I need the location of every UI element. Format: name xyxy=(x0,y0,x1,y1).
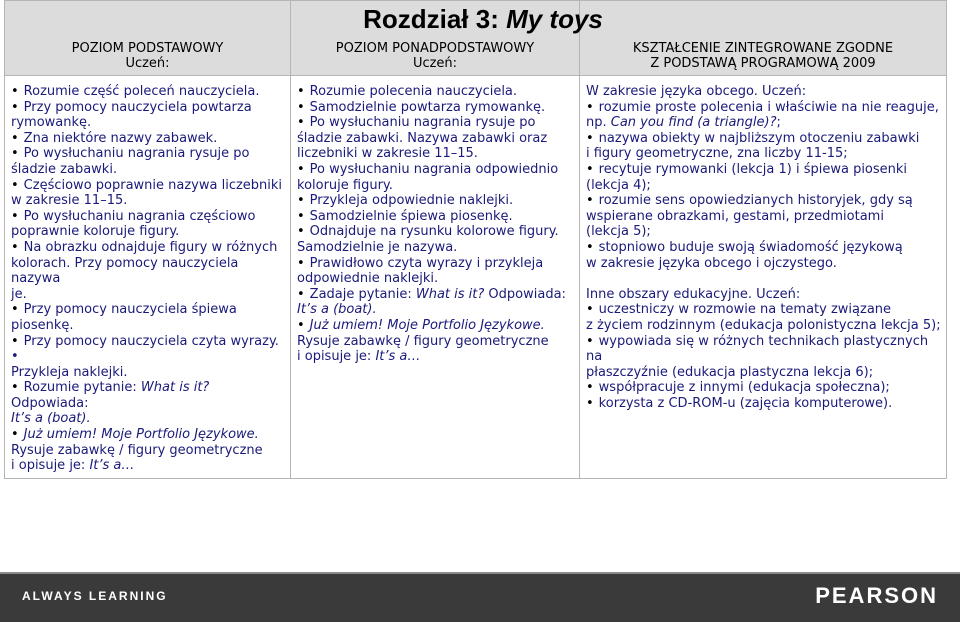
line-text: Rozumie część poleceń nauczyciela. xyxy=(23,84,260,99)
line-text: Inne obszary edukacyjne. Uczeń: xyxy=(586,286,801,302)
curriculum-table xyxy=(4,0,947,479)
line-text: Rysuje zabawkę / figury geometryczne xyxy=(11,442,263,458)
line-text: korzysta z CD-ROM-u (zajęcia komputerowe). xyxy=(598,395,893,411)
pearson-logo: PEARSON xyxy=(815,583,938,608)
line-text: W zakresie języka obcego. Uczeń: xyxy=(586,84,807,99)
text-line xyxy=(11,365,286,381)
text-line xyxy=(586,287,942,303)
bullet-item xyxy=(586,240,942,256)
bullet-item xyxy=(297,84,575,100)
line-text: (lekcja 5); xyxy=(586,224,651,240)
header-line: KSZTAŁCENIE ZINTEGROWANE ZGODNE xyxy=(632,41,894,56)
bullet-item xyxy=(11,146,286,162)
line-text: piosenkę. xyxy=(11,317,74,333)
header-line: POZIOM PODSTAWOWY xyxy=(71,41,224,56)
text-line xyxy=(297,349,575,365)
line-text: w zakresie 11–15. xyxy=(11,193,128,209)
text-line xyxy=(297,146,575,162)
line-text: Częściowo poprawnie nazywa liczebniki xyxy=(23,177,283,193)
bullet-item xyxy=(297,209,575,225)
text-line xyxy=(11,115,286,131)
text-line xyxy=(11,162,286,178)
line-italic: What is it? xyxy=(415,286,485,302)
text-line xyxy=(586,146,942,162)
bullet-item xyxy=(11,380,286,411)
bullet-item xyxy=(297,224,575,240)
line-text: Rozumie pytanie: xyxy=(23,380,141,396)
line-text: rozumie proste polecenia i właściwie na nie reaguje, xyxy=(598,99,939,115)
line-italic: It’s a (boat). xyxy=(11,411,91,427)
line-text: je. xyxy=(11,286,27,302)
line-italic: It’s a… xyxy=(375,349,421,365)
bullet-item xyxy=(11,240,286,256)
header-basic xyxy=(5,1,291,76)
line-italic: What is it? xyxy=(140,380,210,396)
content-row xyxy=(5,76,947,479)
line-text: i figury geometryczne, zna liczby 11-15; xyxy=(586,146,848,162)
bullet-item xyxy=(586,302,942,318)
column-basic xyxy=(5,76,291,479)
line-text: odpowiednie naklejki. xyxy=(297,271,439,287)
bullet-item xyxy=(297,256,575,272)
column-advanced xyxy=(291,76,580,479)
line-text: w zakresie języka obcego i ojczystego. xyxy=(586,255,837,271)
line-text: Przy pomocy nauczyciela czyta wyrazy. • xyxy=(11,333,279,365)
text-line xyxy=(297,334,575,350)
line-text: nazywa obiekty w najbliższym otoczeniu zabawki xyxy=(598,130,920,146)
line-text: śladzie zabawki. xyxy=(11,161,118,177)
line-text: stopniowo buduje swoją świadomość językową xyxy=(598,239,903,255)
line-text: Zadaje pytanie: xyxy=(309,286,416,302)
line-text: wypowiada się w różnych technikach plastycznych na xyxy=(586,333,929,365)
line-text: Przykleja naklejki. xyxy=(11,364,128,380)
bullet-item xyxy=(11,302,286,318)
text-line xyxy=(297,302,575,318)
line-text: Na obrazku odnajduje figury w różnych xyxy=(23,239,278,255)
header-line: Uczeń: xyxy=(125,56,170,71)
line-text: liczebniki w zakresie 11–15. xyxy=(297,146,478,162)
text-line xyxy=(586,256,942,272)
line-text: Samodzielnie powtarza rymowankę. xyxy=(309,99,546,115)
line-text: Odpowiada: xyxy=(484,286,566,302)
line-text: współpracuje z innymi (edukacja społeczna); xyxy=(598,380,890,396)
bullet-item xyxy=(586,100,942,116)
line-text: np. xyxy=(586,115,611,131)
line-text: kolorach. Przy pomocy nauczyciela nazywa xyxy=(11,255,239,287)
header-line: Uczeń: xyxy=(412,56,458,71)
bullet-item xyxy=(586,131,942,147)
line-text: uczestniczy w rozmowie na tematy związane xyxy=(598,302,892,318)
line-italic: Już umiem! Moje Portfolio Językowe. xyxy=(23,427,259,443)
text-line xyxy=(586,271,942,287)
text-line xyxy=(11,224,286,240)
text-line xyxy=(11,458,286,474)
bullet-item xyxy=(11,427,286,443)
line-text: rymowankę. xyxy=(11,115,92,131)
line-text: i opisuje je: xyxy=(11,458,90,474)
line-text: Odnajduje na rysunku kolorowe figury. xyxy=(309,224,559,240)
text-line xyxy=(586,178,942,194)
bullet-item xyxy=(297,115,575,131)
text-line xyxy=(11,193,286,209)
line-text: z życiem rodzinnym (edukacja polonistyczna lekcja 5); xyxy=(586,317,941,333)
text-line xyxy=(11,256,286,287)
column-integrated xyxy=(580,76,947,479)
text-line xyxy=(11,318,286,334)
line-italic: Can you find (a triangle)? xyxy=(610,115,777,131)
text-line xyxy=(586,365,942,381)
line-italic: It’s a (boat). xyxy=(297,302,377,318)
line-text: Zna niektóre nazwy zabawek. xyxy=(23,130,218,146)
bullet-item xyxy=(586,162,942,178)
text-line xyxy=(11,287,286,303)
line-text: płaszczyźnie (edukacja plastyczna lekcja 6); xyxy=(586,364,874,380)
text-line xyxy=(297,178,575,194)
line-text: Po wysłuchaniu nagrania częściowo xyxy=(23,208,256,224)
bullet-item xyxy=(297,100,575,116)
line-text: Samodzielnie śpiewa piosenkę. xyxy=(309,208,513,224)
line-text: Przy pomocy nauczyciela powtarza xyxy=(23,99,252,115)
header-line: Z PODSTAWĄ PROGRAMOWĄ 2009 xyxy=(650,56,876,71)
line-text: Prawidłowo czyta wyrazy i przykleja xyxy=(309,255,544,271)
bullet-item xyxy=(586,334,942,365)
text-line xyxy=(297,271,575,287)
text-line xyxy=(11,411,286,427)
line-text: Samodzielnie je nazywa. xyxy=(297,239,458,255)
bullet-item xyxy=(586,380,942,396)
bullet-item xyxy=(11,84,286,100)
line-text: koloruje figury. xyxy=(297,177,393,193)
text-line xyxy=(586,115,942,131)
title-text: Rozdział 3: xyxy=(363,4,507,34)
text-line xyxy=(11,443,286,459)
line-text: (lekcja 4); xyxy=(586,177,651,193)
text-line xyxy=(586,224,942,240)
bullet-item xyxy=(297,193,575,209)
line-text: śladzie zabawki. Nazywa zabawki oraz xyxy=(297,130,548,146)
line-italic: It’s a… xyxy=(89,458,135,474)
line-italic: Już umiem! Moje Portfolio Językowe. xyxy=(309,317,545,333)
header-line: POZIOM PONADPODSTAWOWY xyxy=(335,41,535,56)
bullet-item xyxy=(11,209,286,225)
bullet-item xyxy=(11,100,286,116)
bullet-item xyxy=(586,193,942,209)
text-line xyxy=(297,131,575,147)
bullet-item xyxy=(586,396,942,412)
bullet-item xyxy=(11,178,286,194)
bullet-item xyxy=(297,162,575,178)
text-line xyxy=(586,318,942,334)
text-line xyxy=(297,240,575,256)
bullet-item xyxy=(297,287,575,303)
line-text: wspierane obrazkami, gestami, przedmiotami xyxy=(586,208,884,224)
bullet-item xyxy=(11,334,286,365)
line-text: Przy pomocy nauczyciela śpiewa xyxy=(23,302,237,318)
text-line xyxy=(586,84,942,100)
line-text: Odpowiada: xyxy=(11,395,89,411)
line-text: Po wysłuchaniu nagrania rysuje po xyxy=(23,146,250,162)
line-text: recytuje rymowanki (lekcja 1) i śpiewa piosenki xyxy=(598,161,908,177)
line-text: ; xyxy=(776,115,781,131)
text-line xyxy=(586,209,942,225)
line-text: rozumie sens opowiedzianych historyjek, gdy są xyxy=(598,193,913,209)
footer-slogan: ALWAYS LEARNING xyxy=(22,589,168,603)
line-text: Po wysłuchaniu nagrania odpowiednio xyxy=(309,161,559,177)
line-text: Po wysłuchaniu nagrania rysuje po xyxy=(309,115,536,131)
page-title xyxy=(288,4,678,35)
bullet-item xyxy=(297,318,575,334)
line-text: Rozumie polecenia nauczyciela. xyxy=(309,84,518,99)
line-text: Rysuje zabawkę / figury geometryczne xyxy=(297,333,549,349)
line-text: Przykleja odpowiednie naklejki. xyxy=(309,193,514,209)
title-italic: My toys xyxy=(506,4,603,34)
line-text: i opisuje je: xyxy=(297,349,376,365)
line-text: poprawnie koloruje figury. xyxy=(11,224,180,240)
footer-bar xyxy=(0,574,960,622)
bullet-item xyxy=(11,131,286,147)
